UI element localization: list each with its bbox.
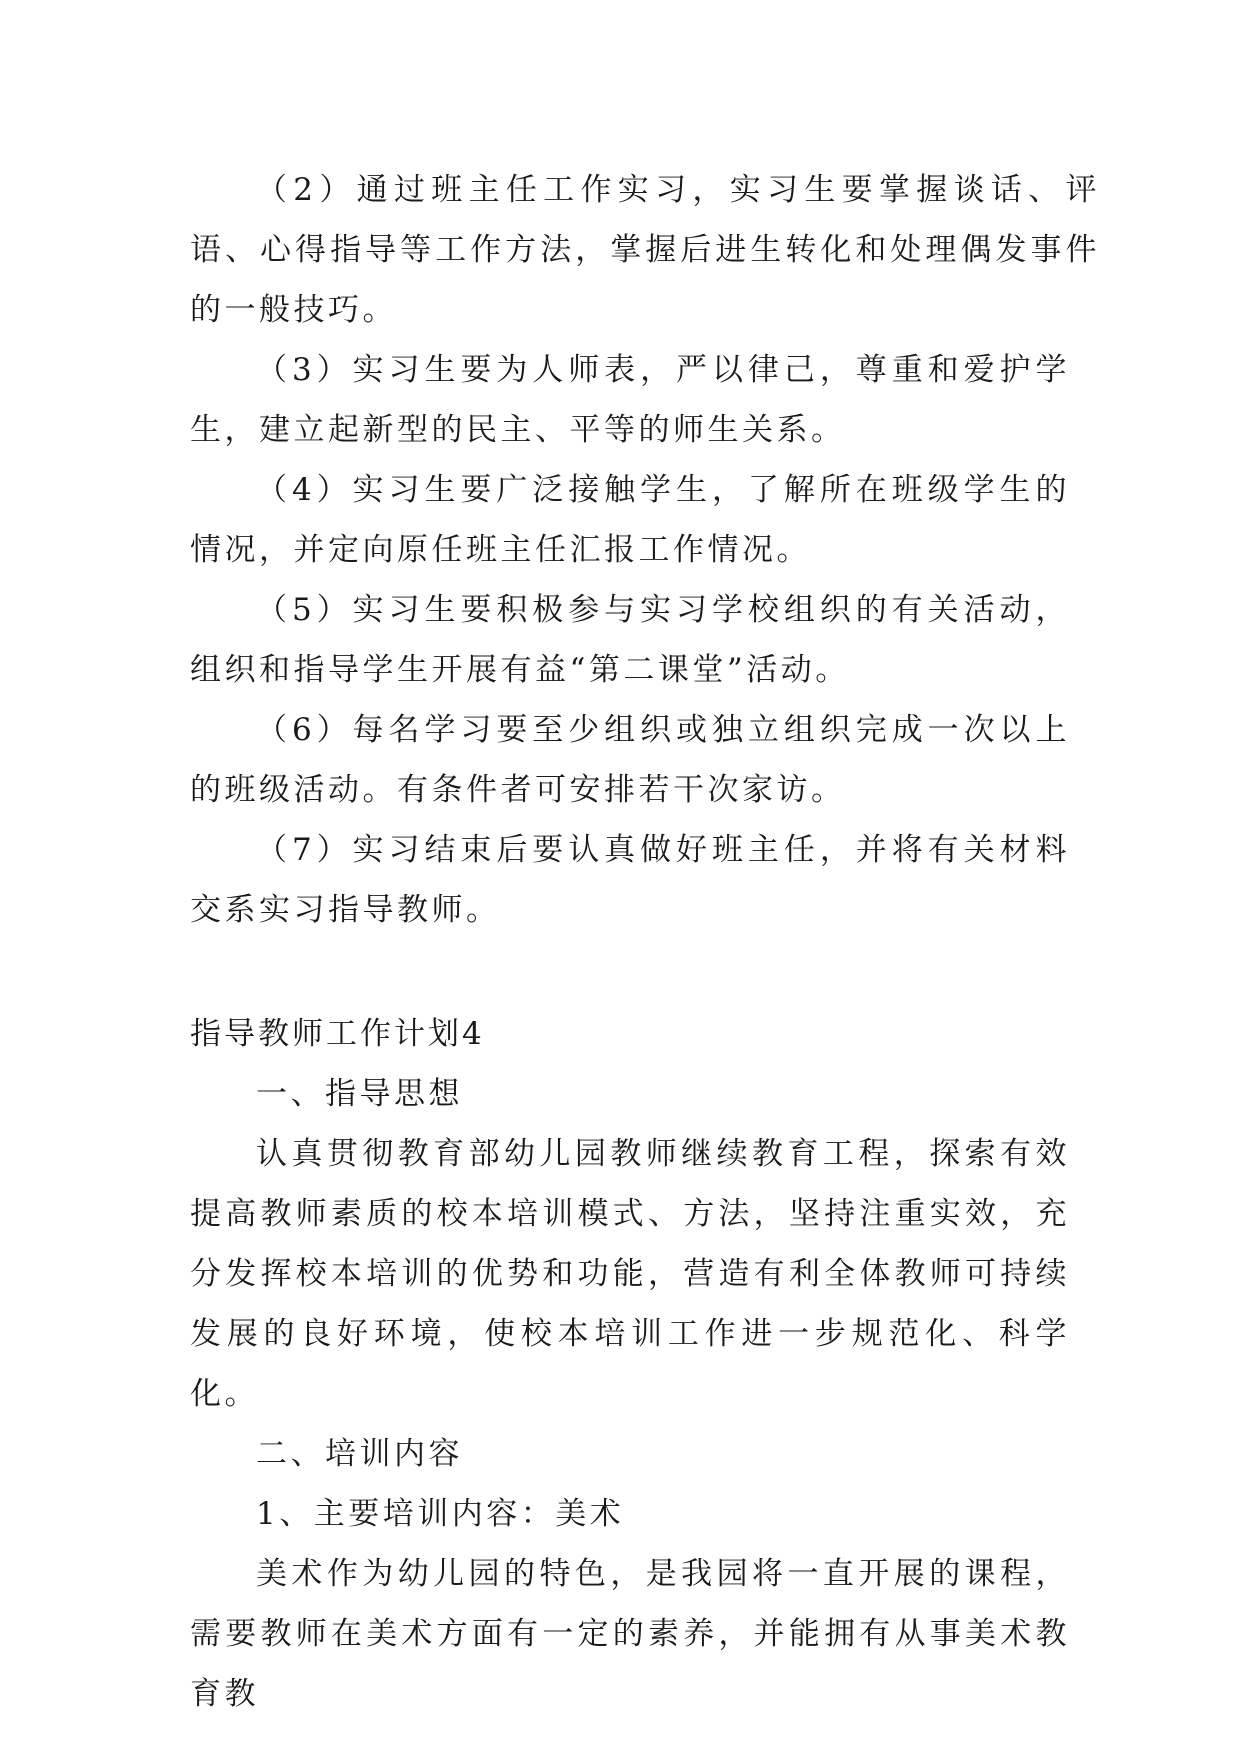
heading-guiding-thought: 一、指导思想	[256, 1076, 463, 1112]
paragraph-item-4: （4）实习生要广泛接触学生，了解所在班级学生的情况，并定向原任班主任汇报工作情况。	[190, 472, 1070, 568]
paragraph-item-2: （2）通过班主任工作实习，实习生要掌握谈话、评语、心得指导等工作方法，掌握后进生转化和处理偶发事件的一般技巧。	[190, 172, 1100, 328]
paragraph-item-3: （3）实习生要为人师表，严以律己，尊重和爱护学生，建立起新型的民主、平等的师生关系。	[190, 352, 1070, 448]
paragraph-guiding-thought: 认真贯彻教育部幼儿园教师继续教育工程，探索有效提高教师素质的校本培训模式、方法，坚持注重实效，充分发挥校本培训的优势和功能，营造有利全体教师可持续发展的良好环境，使校本培训工作进一步规范化、科学化。	[190, 1136, 1070, 1412]
heading-training-content: 二、培训内容	[256, 1436, 463, 1472]
subheading-main-content: 1、主要培训内容：美术	[256, 1496, 625, 1532]
document-body	[190, 160, 1100, 1724]
paragraph-item-5: （5）实习生要积极参与实习学校组织的有关活动，组织和指导学生开展有益“第二课堂”活动。	[190, 592, 1070, 688]
paragraph-item-6: （6）每名学习要至少组织或独立组织完成一次以上的班级活动。有条件者可安排若干次家访。	[190, 712, 1070, 808]
paragraph-art: 美术作为幼儿园的特色，是我园将一直开展的课程，需要教师在美术方面有一定的素养，并能拥有从事美术教育教	[190, 1556, 1070, 1712]
section-title: 指导教师工作计划4	[190, 1016, 485, 1052]
paragraph-item-7: （7）实习结束后要认真做好班主任，并将有关材料交系实习指导教师。	[190, 832, 1070, 928]
